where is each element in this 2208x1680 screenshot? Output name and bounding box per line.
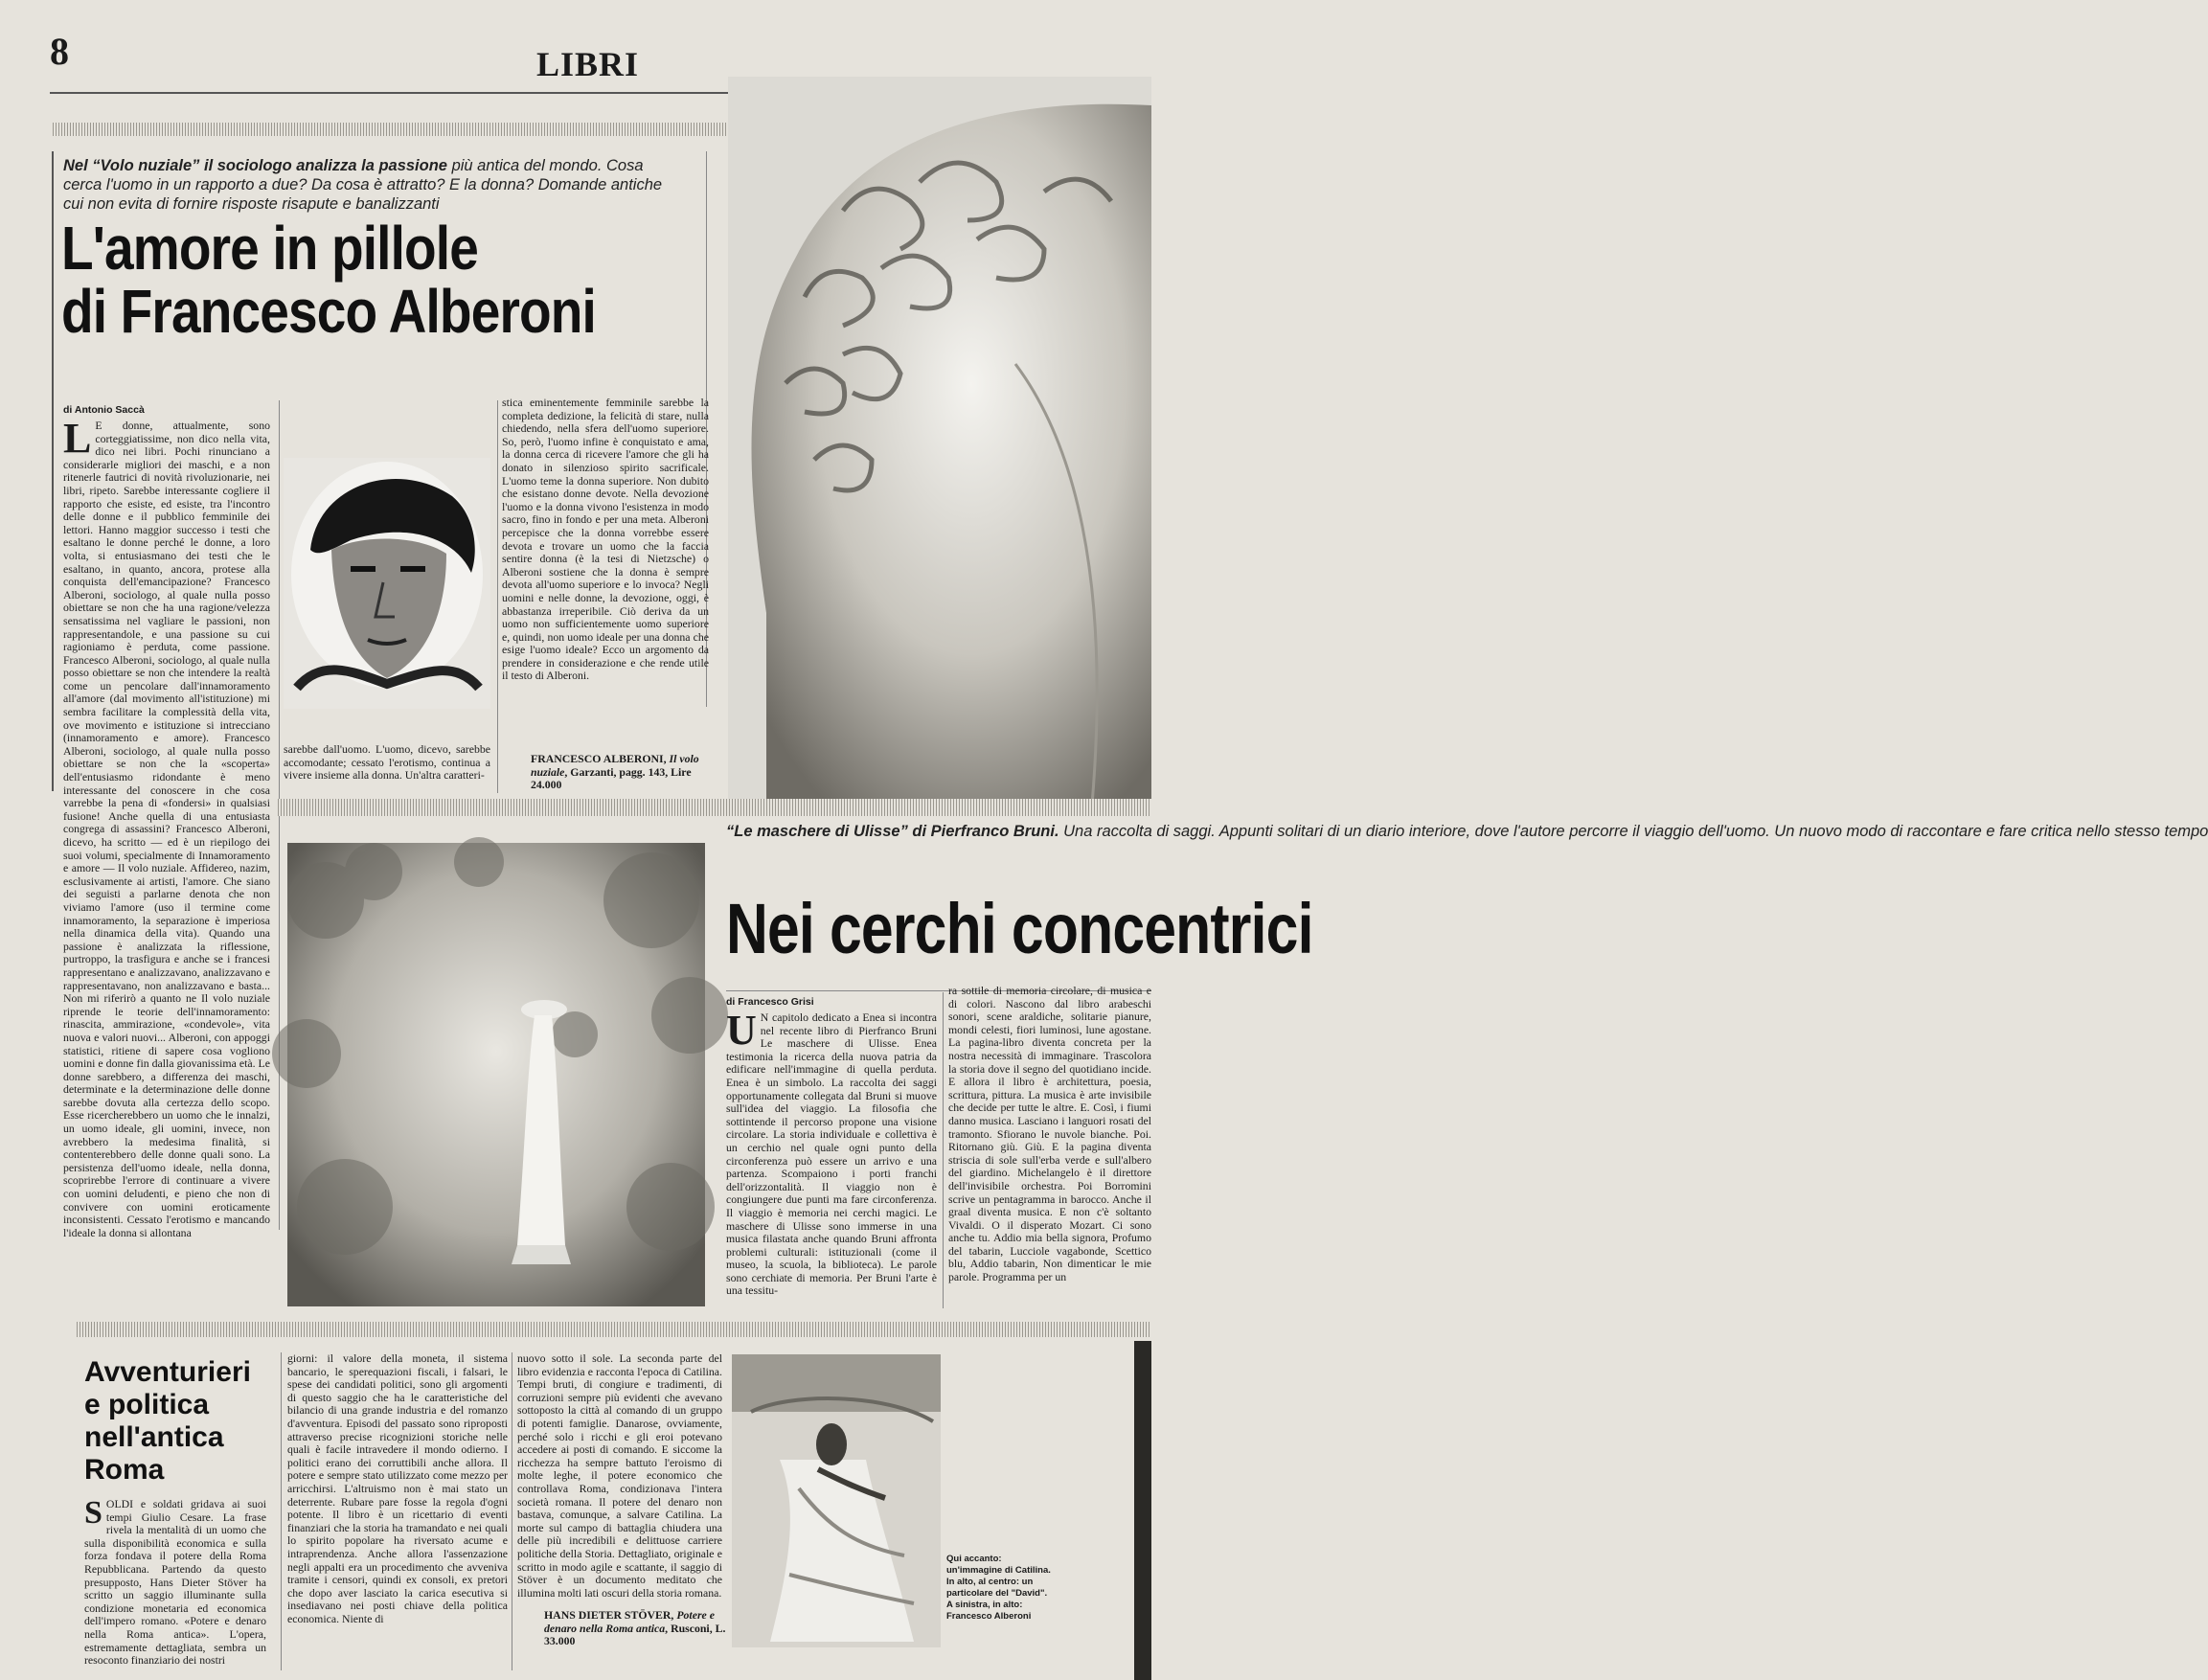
art2-title: Nei cerchi concentrici [726, 889, 1313, 968]
art2-col-divider [943, 992, 944, 1308]
art3-title: Avventurieri e politica nell'antica Roma [84, 1356, 251, 1486]
art2-column-1: U N capitolo dedicato a Enea si incontra nel recente libro di Pierfranco Bruni Le maschere di Ulisse. Enea testimonia la ricerca della nuova patria da edificare nell'immagine di quella perduta. Enea è un simbolo. La raccolta dei saggi opportunamente collegata dal Bruni si muove sull'idea del viaggio. La filosofia che sottintende il percorso propone una visione circolare. La storia individuale e collettiva è un cerchio nel quale ogni punto della circonferenza può essere un arrivo e una partenza. Scompaiono i porti franchi dell'orizzontalità. Il viaggio non è congiungere due punti ma fare circonferenza. Il viaggio è memoria nei cerchi magici. Le maschere di Ulisse sono immerse in una musica filastata anche quando Bruni affronta problemi culturali: istituzionali (come il museo, la scuola, la biblioteca). Le parole sono cerchiate di memoria. Per Bruni l'arte è una tessitu- [726, 1007, 937, 1298]
art2-kicker: “Le maschere di Ulisse” di Pierfranco Bruni. Una raccolta di saggi. Appunti solitari di un diario interiore, dove l'autore percorre il viaggio dell'uomo. Un nuovo modo di raccontare e fare critica nello stesso tempo [726, 823, 2208, 840]
art2-column-2: ra sottile di memoria circolare, di musica e di colori. Nascono dal libro arabeschi sonori, scene araldiche, solitarie pianure, mondi celesti, fiori luminosi, lune agostane. La pagina-libro diventa concreta per la nostra necessità di immaginare. Trascolora la storia dove il segno del quotidiano incide. E allora il libro è architettura, poesia, scrittura, pittura. La musica è arte invisibile che decide per tutte le altre. E. Così, i fiumi danno musica. Lasciano i languori rosati del tramonto. Sfiorano le nuvole bianche. Poi. Ritornano giù. Giù. E la pagina diventa striscia di sole sull'erba verde e sull'albero del giardino. Michelangelo è il direttore dell'invisibile orchestra. Poi Borromini scrive un pentagramma in barocco. Anche il graal diventa musica. E non c'è soltanto Vivaldi. O il disperato Mozart. Ci sono anche tu. Addio mia bella signora, Profumo del tabarin, Lucciole vagabonde, Scettico blu, Addio tabarin, Non dimenticar le mie parole. Programma per un [948, 984, 1151, 1284]
art1-column-3: stica eminentemente femminile sarebbe la completa dedizione, la felicità di stare, nulla chiedendo, nella sfera dell'uomo superiore. So, però, l'uomo infine è conquistato e ama, la donna cerca di ricevere l'amore che gli ha donato in silenzioso spirito sacrificale. L'uomo teme la donna superiore. Non dubito che esistano donne devote. Nella devozione l'uomo e la donna vivono l'esistenza in modo sacro, fino in fondo e per una meta. Alberoni percepisce che la donna vorrebbe essere devota e trovare un uomo che la faccia sentire donna (è la tesi di Nietzsche) o Alberoni sostiene che la donna è sempre devota all'uomo superiore e lo invoca? Negli uomini e nelle donne, la devozione, oggi, è abbastanza irreperibile. Ciò deriva da un uomo non sufficientemente uomo superiore e, quindi, non uomo ideale per una donna che esige l'uomo ideale? Ecco un argomento da prendere in considerazione e che rende utile il testo di Alberoni. [502, 396, 709, 683]
alberoni-portrait [284, 458, 490, 709]
art1-left-border [52, 151, 54, 791]
art3-column-2: giorni: il valore della moneta, il sistema bancario, le sperequazioni fiscali, i falsari, le spese dei candidati politici, sono gli argomenti di questo saggio che ha le caratteristiche del bilancio di una grande industria e del romanzo d'avventura. Episodi del passato sono riproposti attraverso precise ricognizioni storiche nelle quali è facile intravedere il mondo odierno. I politici erano dei corruttibili anche allora. Il potere e sempre stato utilizzato come mezzo per arricchirsi. L'altruismo non è mai stato un deterrente. Rubare pare fosse la regola d'ogni potente. Il libro è un ricettario di eventi finanziari che la storia ha tramandato e nei quali lo spirito popolare ha riversato acume e intraprendenza. Anche allora l'assenzazione negli appalti era un procedimento che avveniva tramite i censori, quindi ex consoli, ex pretori che dopo aver lasciato la carica esecutiva si insediavano nei posti chiave della politica economica. Niente di [287, 1351, 508, 1625]
woman-in-garden-photo [287, 843, 705, 1306]
art1-column-2: sarebbe dall'uomo. L'uomo, dicevo, sarebbe accomodante; cessato l'erotismo, continua a vivere insieme alla donna. Un'altra caratteri- [284, 742, 490, 783]
hatch-band-2 [278, 799, 1151, 816]
art1-kicker: Nel “Volo nuziale” il sociologo analizza la passione più antica del mondo. Cosa cerca l'uomo in un rapporto a due? Da cosa è attratto? E la donna? Domande antiche cui non evita di fornire risposte risapute e banalizzanti [63, 157, 663, 213]
david-statue-photo [728, 77, 1151, 805]
art1-book-reference: FRANCESCO ALBERONI, Il volo nuziale, Garzanti, pagg. 143, Lire 24.000 [531, 752, 699, 792]
next-page-edge [1134, 1341, 1151, 1680]
art2-byline: di Francesco Grisi [726, 996, 814, 1008]
page-number: 8 [50, 30, 69, 73]
section-title: LIBRI [536, 45, 640, 83]
art1-title: L'amore in pillole di Francesco Alberoni [61, 214, 596, 346]
catilina-painting [732, 1354, 941, 1647]
hatch-band-3 [77, 1322, 1151, 1337]
art1-byline: di Antonio Saccà [63, 404, 145, 416]
art3-book-reference: HANS DIETER STÖVER, Potere e denaro nella Roma antica, Rusconi, L. 33.000 [544, 1608, 726, 1648]
art1-column-1: L E donne, attualmente, sono corteggiatissime, non dico nella vita, dico nei libri. Pochi rinunciano a considerarle migliori dei maschi, e a non ritenerle fautrici di novità rivoluzionarie, nei libri, ripeto. Sarebbe interessante cogliere il rapporto che esiste, ed esiste, tra l'incontro delle donne e il pubblico femminile dei lettori. Hanno maggior successo i testi che esaltano le donne perché le donne, a loro volta, si entusiasmano dei testi che le esaltano, in quanto, ancora, protese alla conquista dell'emancipazione? Francesco Alberoni, sociologo, al quale nulla posso obiettare se non che ha una ragione/velezza sensatissima nel vagliare le passioni, non rappresentandole, e una passione su cui ragioniamo è perduta, come passione. Francesco Alberoni, sociologo, al quale nulla posso obiettare se non che intendere la realtà come un pencolare dall'innamoramento all'amore (dal movimento all'istituzione) mi sembra facilitare la complessità della vita, ove movimento e istituzione si intrecciano (innamoramento e amore). Francesco Alberoni, sociologo, al quale nulla posso obiettare se non che la «scoperta» dell'entusiasmo ridondante è meno interessante del conoscere in che cosa varrebbe la pena di «fondersi» in qualsiasi fusione! Anche quella di una entusiasta congrega di assassini? Francesco Alberoni, dicevo, ha scritto — ed è un riepilogo dei suoi volumi, specialmente di Innamoramento e amore — Il volo nuziale. Affidereo, nazim, esclusivamente ai artisti, l'amore. Che siano dei seguisti a parlarne denota che non viviamo l'amore (uso il termine come innamoramento, la separazione è imperiosa nella dinamica della vita). Quando una passione è analizzata la riflessione, purtroppo, la trasfigura e anche se i francesi rappresentano e analizzavano, analizzavano e rappresentavano, non analizzavano e basta... Non mi riferirò a quanto ne Il volo nuziale riprende le teorie dell'innamoramento: rinascita, ammirazione, «condevole», vita nuova e valori nuovi... Alberoni, con appoggi statistici, ritiene di sapere cosa vogliono uomini e donne fin dalla giovanissima età. Le donne sarebbero, a differenza dei maschi, determinate e la determinazione delle donne sarebbe dovuta alla certezza dello scopo. Esse ricercherebbero un uomo che le innalzi, un uomo ideale, gli uomini, invece, non avrebbero la medesima finalità, si contenterebbero delle donne quali sono. La persistenza dell'uomo ideale, nella donna, scoprirebbe l'errore di continuare a vivere con uomini deludenti, e pieno che non di convivere con uomini eroticamente inconsistenti. Cessato l'erotismo e mancando l'ideale la donna si allontana [63, 415, 270, 1239]
art1-col-divider-2 [497, 400, 498, 793]
hatch-band [53, 123, 742, 136]
art3-column-1: SOLDI e soldati gridava ai suoi tempi Giulio Cesare. La frase rivela la mentalità di un uomo che sulla disponibilità economica e sulla forza fondava il potere della Roma Repubblicana. Partendo da questo presupposto, Hans Dieter Stöver ha scritto un saggio illuminante sulla condizione monetaria ed economica dell'impero romano. «Potere e denaro nella Roma antica». L'opera, estremamente dettagliata, sembra un resoconto finanziario dei nostri [84, 1495, 266, 1668]
art3-col-divider [281, 1352, 282, 1670]
photo-caption: Qui accanto: un'immagine di Catilina. In alto, al centro: un particolare del "David". A sinistra, in alto: Francesco Alberoni [946, 1554, 1051, 1622]
art3-column-3: nuovo sotto il sole. La seconda parte del libro evidenzia e racconta l'epoca di Catilina. Tempi bruti, di congiure e tradimenti, di corruzioni sempre più evidenti che avevano sottoposto la città al comando di un gruppo di potenti famiglie. Danarose, ovviamente, perché solo i ricchi e gli eroi potevano accedere ai posti di comando. E siccome la ricchezza ha sempre battuto l'eroismo di molte leghe, il potere economico che controllava Roma, condizionava l'intera società romana. Il potere del denaro non bastava, comunque, a salvare Catilina. La morte sul campo di battaglia chiudera una delle più incredibili e delittuose carriere politiche della Storia. Dettagliato, originale e scritto in modo agile e scattante, il saggio di Stöver è un documento meditato che illumina molti lati oscuri della storia romana. [517, 1351, 722, 1600]
